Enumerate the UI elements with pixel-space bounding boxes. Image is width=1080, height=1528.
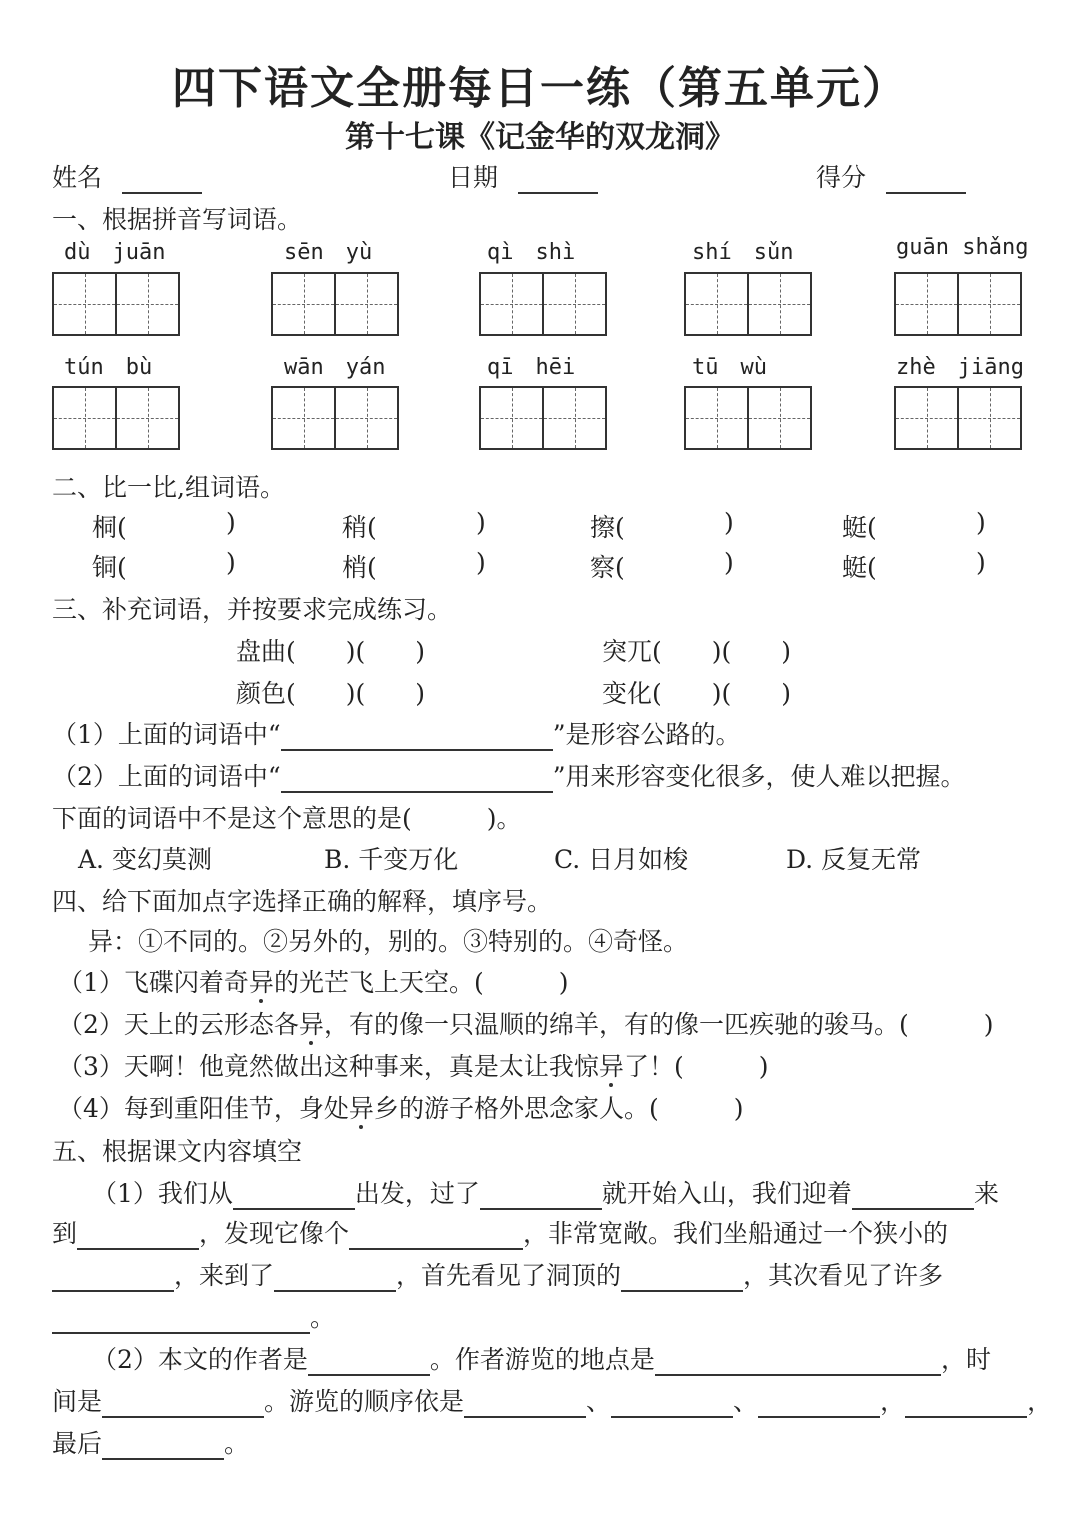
score-blank[interactable] xyxy=(886,166,966,194)
paren-close: ) xyxy=(724,508,734,537)
answer-blank[interactable] xyxy=(52,1306,310,1334)
fill-line: 。 xyxy=(52,1298,335,1334)
compare-item: 蜓( xyxy=(842,553,877,582)
writing-grid[interactable] xyxy=(479,272,607,336)
writing-grid[interactable] xyxy=(52,386,180,450)
answer-blank[interactable] xyxy=(77,1222,199,1250)
idiom-fill: 变化( )( ) xyxy=(602,679,792,708)
paren-close: ) xyxy=(976,548,986,577)
fill-line: 到 ，发现它像个 ，非常宽敞。我们坐船通过一个狭小的 xyxy=(52,1219,949,1248)
section5-heading: 五、根据课文内容填空 xyxy=(52,1137,303,1166)
answer-blank[interactable] xyxy=(621,1264,743,1292)
fill-line: ，来到了 ，首先看见了洞顶的 ，其次看见了许多 xyxy=(52,1256,943,1292)
idiom-fill: 突兀( )( ) xyxy=(602,637,792,666)
compare-item: 稍( xyxy=(342,513,377,542)
name-field xyxy=(52,158,202,194)
paren-close: ) xyxy=(476,548,486,577)
option-d[interactable]: D. 反复无常 xyxy=(786,845,922,874)
dotted-char: 异 xyxy=(298,1010,324,1039)
definition: 异：①不同的。②另外的，别的。③特别的。④奇怪。 xyxy=(88,927,689,956)
answer-blank[interactable] xyxy=(905,1390,1027,1418)
answer-blank[interactable] xyxy=(274,1264,396,1292)
question: （2）上面的词语中“ ”用来形容变化很多，使人难以把握。 xyxy=(52,762,966,791)
answer-blank[interactable] xyxy=(655,1348,941,1376)
paren-close: ) xyxy=(476,508,486,537)
section4-heading: 四、给下面加点字选择正确的解释，填序号。 xyxy=(52,887,553,916)
dotted-char: 异 xyxy=(348,1094,374,1123)
name-label: 姓名 xyxy=(52,163,103,192)
question: （3）天啊！他竟然做出这种事来，真是太让我惊异了！( ) xyxy=(58,1052,769,1081)
answer-blank[interactable] xyxy=(349,1222,523,1250)
option-b[interactable]: B. 千变万化 xyxy=(324,845,459,874)
question: （1）上面的词语中“ ”是形容公路的。 xyxy=(52,720,741,749)
score-label: 得分 xyxy=(816,163,867,192)
date-blank[interactable] xyxy=(518,166,598,194)
compare-item: 察( xyxy=(590,553,625,582)
pinyin: qì shì xyxy=(487,240,576,265)
answer-blank[interactable] xyxy=(102,1390,264,1418)
answer-blank[interactable] xyxy=(758,1390,880,1418)
answer-blank[interactable] xyxy=(464,1390,586,1418)
pinyin: guān shǎng xyxy=(896,235,1029,260)
answer-blank[interactable] xyxy=(281,723,553,751)
pinyin: dù juān xyxy=(64,240,166,265)
paren-close: ) xyxy=(226,548,236,577)
compare-item: 梢( xyxy=(342,553,377,582)
fill-line: （2）本文的作者是 。作者游览的地点是 ，时 xyxy=(92,1345,991,1374)
pinyin: sēn yù xyxy=(284,240,373,265)
question: （4）每到重阳佳节，身处异乡的游子格外思念家人。( ) xyxy=(58,1094,744,1123)
option-c[interactable]: C. 日月如梭 xyxy=(554,845,689,874)
pinyin: tún bù xyxy=(64,355,153,380)
answer-blank[interactable] xyxy=(52,1264,174,1292)
answer-blank[interactable] xyxy=(102,1432,224,1460)
paren-close: ) xyxy=(226,508,236,537)
compare-item: 铜( xyxy=(92,553,127,582)
section1-heading: 一、根据拼音写词语。 xyxy=(52,205,303,234)
fill-line: 间是 。游览的顺序依是 、 、 ， ， xyxy=(52,1387,1053,1416)
question: （2）天上的云形态各异，有的像一只温顺的绵羊，有的像一匹疾驰的骏马。( ) xyxy=(58,1010,994,1039)
compare-item: 擦( xyxy=(590,513,625,542)
pinyin: qī hēi xyxy=(487,355,576,380)
writing-grid[interactable] xyxy=(894,272,1022,336)
writing-grid[interactable] xyxy=(684,386,812,450)
name-blank[interactable] xyxy=(122,166,202,194)
paren-close: ) xyxy=(976,508,986,537)
writing-grid[interactable] xyxy=(271,386,399,450)
fill-line: 最后 。 xyxy=(52,1429,250,1458)
answer-blank[interactable] xyxy=(308,1348,430,1376)
answer-blank[interactable] xyxy=(281,765,553,793)
dotted-char: 异 xyxy=(248,968,274,997)
idiom-fill: 颜色( )( ) xyxy=(236,679,426,708)
section3-heading: 三、补充词语，并按要求完成练习。 xyxy=(52,595,453,624)
paren-close: ) xyxy=(724,548,734,577)
writing-grid[interactable] xyxy=(894,386,1022,450)
compare-item: 桐( xyxy=(92,513,127,542)
fill-line: （1）我们从 出发，过了 就开始入山，我们迎着 来 xyxy=(92,1179,999,1208)
writing-grid[interactable] xyxy=(479,386,607,450)
section2-heading: 二、比一比,组词语。 xyxy=(52,473,285,502)
date-field xyxy=(448,158,598,194)
dotted-char: 异 xyxy=(598,1052,624,1081)
answer-blank[interactable] xyxy=(611,1390,733,1418)
writing-grid[interactable] xyxy=(684,272,812,336)
answer-blank[interactable] xyxy=(480,1182,602,1210)
compare-item: 蜓( xyxy=(842,513,877,542)
answer-blank[interactable] xyxy=(233,1182,355,1210)
page-title: 四下语文全册每日一练（第五单元） xyxy=(172,63,908,114)
writing-grid[interactable] xyxy=(52,272,180,336)
date-label: 日期 xyxy=(448,163,499,192)
answer-blank[interactable] xyxy=(852,1182,974,1210)
question: （1）飞碟闪着奇异的光芒飞上天空。( ) xyxy=(58,968,569,997)
lesson-title: 第十七课《记金华的双龙洞》 xyxy=(345,120,735,155)
pinyin: shí sǔn xyxy=(692,240,794,265)
idiom-fill: 盘曲( )( ) xyxy=(236,637,426,666)
pinyin: tū wù xyxy=(692,355,767,380)
writing-grid[interactable] xyxy=(271,272,399,336)
question: 下面的词语中不是这个意思的是( )。 xyxy=(52,804,522,833)
pinyin: wān yán xyxy=(284,355,386,380)
pinyin: zhè jiāng xyxy=(896,355,1024,380)
option-a[interactable]: A. 变幻莫测 xyxy=(78,845,212,874)
score-field xyxy=(816,158,966,194)
